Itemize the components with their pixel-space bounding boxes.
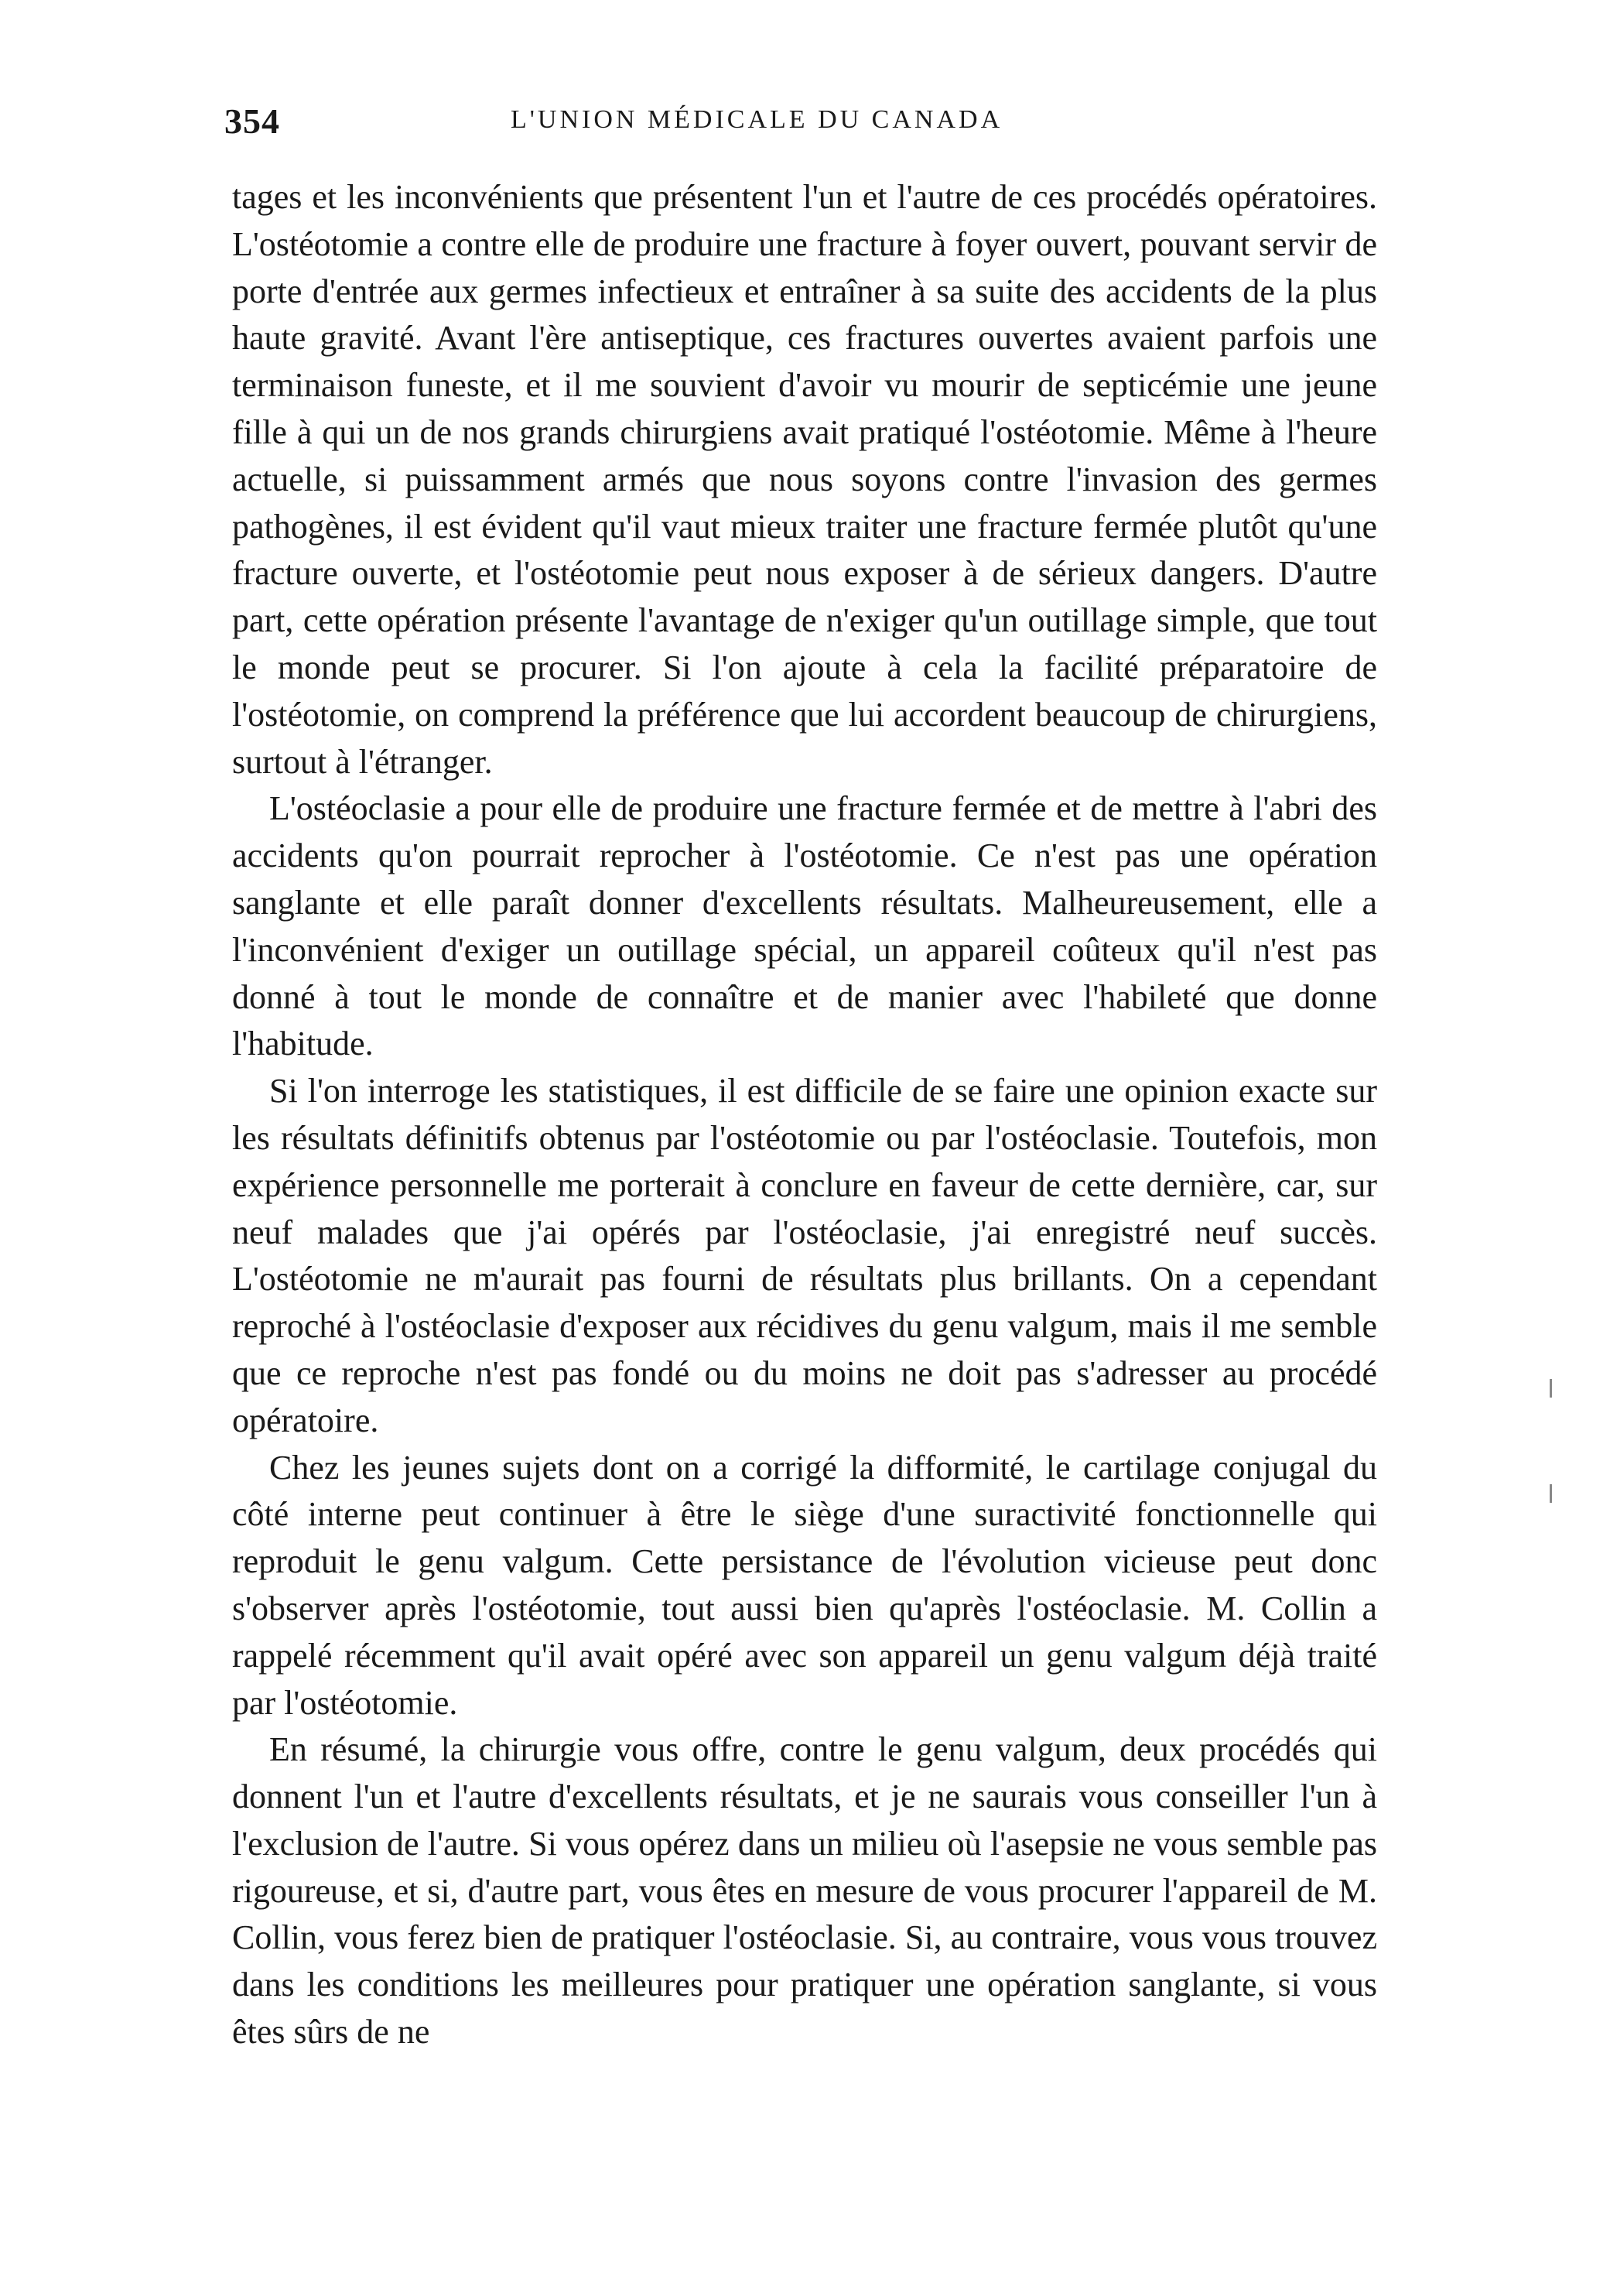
paragraph-continuation: tages et les inconvénients que présentent l'un et l'autre de ces procédés opératoires. L'ostéotomie a contre elle de produire une fracture à foyer ouvert, pouvant servir de porte d'entrée aux germes infectieux et entraîner à sa suite des accidents de la plus haute gravité. Avant l'ère antiseptique, ces fractures ouvertes avaient parfois une terminaison funeste, et il me souvient d'avoir vu mourir de septicémie une jeune fille à qui un de nos grands chirurgiens avait pratiqué l'ostéotomie. Même à l'heure actuelle, si puissamment armés que nous soyons contre l'invasion des germes pathogènes, il est évident qu'il vaut mieux traiter une fracture fermée plutôt qu'une fracture ouverte, et l'ostéotomie peut nous exposer à de sérieux dangers. D'autre part, cette opération présente l'avantage de n'exiger qu'un outillage simple, que tout le monde peut se procurer. Si l'on ajoute à cela la facilité préparatoire de l'ostéotomie, on comprend la préférence que lui accordent beaucoup de chirurgiens, surtout à l'étranger. bbox=[232, 178, 1377, 781]
paragraph-statistiques: Si l'on interroge les statistiques, il est difficile de se faire une opinion exacte sur les résultats définitifs obtenus par l'ostéotomie ou par l'ostéoclasie. Toutefois, mon expérience personnelle me porterait à conclure en faveur de cette dernière, car, sur neuf malades que j'ai opérés par l'ostéoclasie, j'ai enregistré neuf succès. L'ostéotomie ne m'aurait pas fourni de résultats plus brillants. On a cependant reproché à l'ostéoclasie d'exposer aux récidives du genu valgum, mais il me semble que ce reproche n'est pas fondé ou du moins ne doit pas s'adresser au procédé opératoire. bbox=[232, 1072, 1377, 1439]
journal-title: L'UNION MÉDICALE DU CANADA bbox=[511, 105, 1003, 134]
paragraph-osteoclasie: L'ostéoclasie a pour elle de produire une fracture fermée et de mettre à l'abri des accidents qu'on pourrait reprocher à l'ostéotomie. Ce n'est pas une opération sanglante et elle paraît donner d'excellents résultats. Malheureusement, elle a l'inconvénient d'exiger un outillage spécial, un appareil coûteux qu'il n'est pas donné à tout le monde de connaître et de manier avec l'habileté que donne l'habitude. bbox=[232, 789, 1377, 1063]
margin-mark bbox=[1550, 1484, 1552, 1503]
paragraph-resume: En résumé, la chirurgie vous offre, contre le genu valgum, deux procédés qui donnent l'un et l'autre d'excellents résultats, et je ne saurais vous conseiller l'un à l'exclusion de l'autre. Si vous opérez dans un milieu où l'asepsie ne vous semble pas rigoureuse, et si, d'autre part, vous êtes en mesure de vous procurer l'appareil de M. Collin, vous ferez bien de pratiquer l'ostéoclasie. Si, au contraire, vous vous trouvez dans les conditions les meilleures pour pratiquer une opération sanglante, si vous êtes sûrs de ne bbox=[232, 1730, 1377, 2051]
running-head bbox=[224, 101, 1385, 147]
page-number: 354 bbox=[224, 101, 280, 141]
body-text bbox=[232, 174, 1377, 2056]
margin-mark bbox=[1550, 1379, 1552, 1398]
paragraph-jeunes-sujets: Chez les jeunes sujets dont on a corrigé la difformité, le cartilage conjugal du côté interne peut continuer à être le siège d'une suractivité fonctionnelle qui reproduit le genu valgum. Cette persistance de l'évolution vicieuse peut donc s'observer après l'ostéotomie, tout aussi bien qu'après l'ostéoclasie. M. Collin a rappelé récemment qu'il avait opéré avec son appareil un genu valgum déjà traité par l'ostéotomie. bbox=[232, 1448, 1377, 1722]
